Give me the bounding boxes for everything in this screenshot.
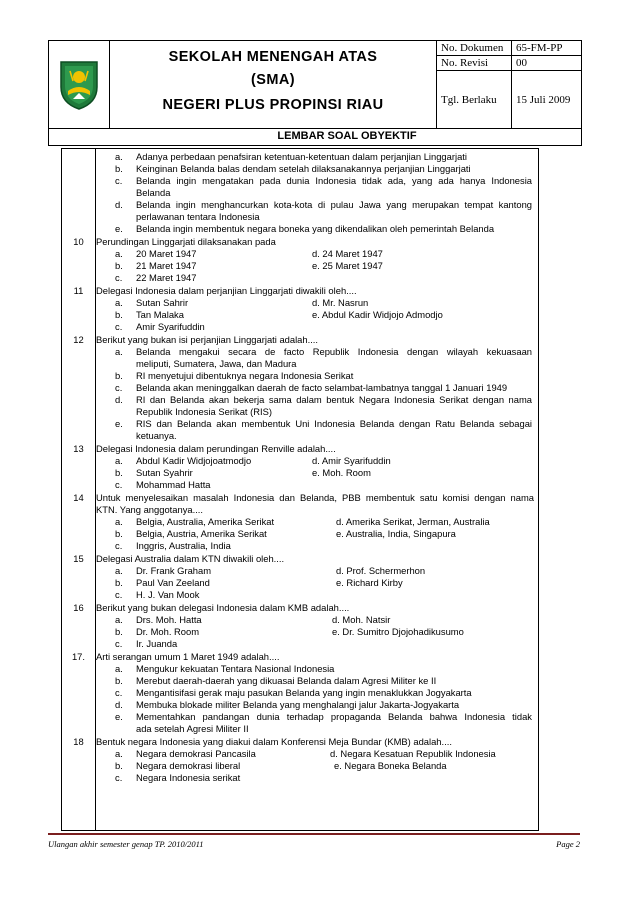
option-letter: c. (115, 687, 123, 698)
option-text: e. Australia, India, Singapura (336, 528, 456, 539)
option-text-cont: perlawanan tentara Indonesia (136, 211, 260, 222)
option-letter: e. (115, 223, 123, 234)
question-number: 11 (73, 285, 84, 296)
list-item (62, 248, 538, 260)
logo-cell (49, 41, 110, 128)
question-text: Delegasi Indonesia dalam perjanjian Linggarjati diwakili oleh.... (96, 285, 357, 296)
document-meta-table (437, 41, 581, 128)
question-row-cont (62, 504, 538, 516)
question-row (62, 602, 538, 614)
revision-label: No. Revisi (437, 56, 512, 71)
option-text: 22 Maret 1947 (136, 272, 197, 283)
list-item (62, 540, 538, 552)
option-text: Keinginan Belanda balas dendam setelah dilaksanakannya perjanjian Linggarjati (136, 163, 471, 174)
option-text: Ir. Juanda (136, 638, 178, 649)
question-row (62, 492, 538, 504)
question-text: Arti serangan umum 1 Maret 1949 adalah.... (96, 651, 280, 662)
question-text-cont: KTN. Yang anggotanya.... (96, 504, 204, 515)
option-letter: d. (115, 199, 123, 210)
question-text: Delegasi Australia dalam KTN diwakili oleh.... (96, 553, 285, 564)
list-item (62, 175, 538, 187)
list-item (62, 370, 538, 382)
option-letter: d. (115, 394, 123, 405)
option-letter: d. (115, 699, 123, 710)
question-row (62, 285, 538, 297)
question-number: 16 (73, 602, 84, 613)
option-letter: a. (115, 297, 123, 308)
option-text-cont: ketuanya. (136, 430, 177, 441)
option-letter: b. (115, 577, 123, 588)
question-sheet (61, 148, 539, 831)
option-text: RI dan Belanda akan bekerja sama dalam bentuk Negara Indonesia Serikat dengan nama (136, 394, 532, 405)
option-letter: a. (115, 455, 123, 466)
list-item (62, 418, 538, 430)
option-text: d. Moh. Natsir (332, 614, 391, 625)
question-number: 12 (73, 334, 84, 345)
question-row (62, 236, 538, 248)
option-letter: b. (115, 626, 123, 637)
footer-page-number: Page 2 (556, 839, 580, 849)
question-text: Bentuk negara Indonesia yang diakui dalam Konferensi Meja Bundar (KMB) adalah.... (96, 736, 452, 747)
option-text: e. Negara Boneka Belanda (334, 760, 447, 771)
option-text: d. Mr. Nasrun (312, 297, 369, 308)
riau-crest-icon (58, 59, 100, 111)
question-text: Perundingan Linggarjati dilaksanakan pada (96, 236, 276, 247)
list-item (62, 760, 538, 772)
list-item (62, 430, 538, 442)
option-text-cont: ada setelah Agresi Militer II (136, 723, 249, 734)
date-label: Tgl. Berlaku (437, 71, 512, 128)
list-item (62, 699, 538, 711)
option-text-cont: Republik Indonesia Serikat (RIS) (136, 406, 273, 417)
option-letter: a. (115, 346, 123, 357)
list-item (62, 358, 538, 370)
list-item (62, 309, 538, 321)
question-number: 14 (73, 492, 84, 503)
option-letter: c. (115, 589, 123, 600)
option-text: d. Negara Kesatuan Republik Indonesia (330, 748, 496, 759)
list-item (62, 638, 538, 650)
school-title-line-2: (SMA) (251, 72, 295, 88)
doc-no-value: 65-FM-PP (512, 41, 582, 56)
option-text: Negara demokrasi liberal (136, 760, 241, 771)
date-value: 15 Juli 2009 (516, 93, 571, 106)
list-item (62, 223, 538, 235)
list-item (62, 297, 538, 309)
option-letter: c. (115, 772, 123, 783)
list-item (62, 577, 538, 589)
option-text: Abdul Kadir Widjojoatmodjo (136, 455, 252, 466)
list-item (62, 260, 538, 272)
list-item (62, 663, 538, 675)
page-footer (48, 833, 580, 849)
option-text-cont: meliputi, Sumatera, Jawa, dan Madura (136, 358, 297, 369)
option-letter: b. (115, 260, 123, 271)
option-letter: c. (115, 479, 123, 490)
option-text: Membuka blokade militer Belanda yang menghalangi jalur Jakarta-Jogyakarta (136, 699, 460, 710)
list-item (62, 528, 538, 540)
option-text: Mementahkan pandangan dunia terhadap propaganda Belanda bahwa Indonesia tidak (136, 711, 532, 722)
list-item (62, 211, 538, 223)
option-text: Tan Malaka (136, 309, 184, 320)
list-item (62, 614, 538, 626)
option-text: 20 Maret 1947 (136, 248, 197, 259)
list-item (62, 565, 538, 577)
list-item (62, 711, 538, 723)
option-text: e. Abdul Kadir Widjojo Admodjo (312, 309, 443, 320)
list-item (62, 187, 538, 199)
option-text: d. Amerika Serikat, Jerman, Australia (336, 516, 490, 527)
list-item (62, 199, 538, 211)
option-letter: c. (115, 638, 123, 649)
doc-no-label: No. Dokumen (437, 41, 512, 56)
option-letter: b. (115, 760, 123, 771)
option-letter: a. (115, 151, 123, 162)
option-letter: b. (115, 370, 123, 381)
option-letter: c. (115, 175, 123, 186)
option-text: Belanda ingin menghancurkan kota-kota di pulau Jawa yang merupakan tempat kantong (136, 199, 532, 210)
list-item (62, 382, 538, 394)
option-letter: a. (115, 748, 123, 759)
option-text: Mengantisifasi gerak maju pasukan Belanda yang ingin menaklukkan Jogyakarta (136, 687, 472, 698)
list-item (62, 467, 538, 479)
list-item (62, 675, 538, 687)
revision-value: 00 (512, 56, 582, 71)
list-item (62, 589, 538, 601)
option-letter: a. (115, 248, 123, 259)
option-letter: e. (115, 711, 123, 722)
option-text: Adanya perbedaan penafsiran ketentuan-ketentuan dalam perjanjian Linggarjati (136, 151, 467, 162)
option-text: RIS dan Belanda akan membentuk Uni Indonesia Belanda dengan Ratu Belanda sebagai (136, 418, 532, 429)
school-title-line-3: NEGERI PLUS PROPINSI RIAU (162, 97, 384, 113)
option-letter: a. (115, 565, 123, 576)
option-text: Sutan Sahrir (136, 297, 189, 308)
option-text: e. Moh. Room (312, 467, 371, 478)
option-letter: a. (115, 663, 123, 674)
option-text: e. Richard Kirby (336, 577, 403, 588)
question-text: Untuk menyelesaikan masalah Indonesia dan Belanda, PBB membentuk satu komisi dengan nama (96, 492, 534, 503)
option-text: Sutan Syahrir (136, 467, 193, 478)
list-item (62, 406, 538, 418)
list-item (62, 626, 538, 638)
list-item (62, 346, 538, 358)
question-text: Delegasi Indonesia dalam perundingan Renville adalah.... (96, 443, 336, 454)
list-item (62, 723, 538, 735)
list-item (62, 772, 538, 784)
option-letter: b. (115, 163, 123, 174)
option-text: RI menyetujui dibentuknya negara Indonesia Serikat (136, 370, 354, 381)
option-text: Mengukur kekuatan Tentara Nasional Indonesia (136, 663, 335, 674)
option-text: Belgia, Austria, Amerika Serikat (136, 528, 267, 539)
option-text: Belgia, Australia, Amerika Serikat (136, 516, 275, 527)
question-row (62, 651, 538, 663)
list-item (62, 163, 538, 175)
sheet-subtitle-text: LEMBAR SOAL OBYEKTIF (277, 130, 417, 142)
option-text: Inggris, Australia, India (136, 540, 231, 551)
option-letter: e. (115, 418, 123, 429)
question-row (62, 736, 538, 748)
option-text: e. 25 Maret 1947 (312, 260, 383, 271)
list-item (62, 748, 538, 760)
option-text: Drs. Moh. Hatta (136, 614, 202, 625)
question-text: Berikut yang bukan delegasi Indonesia dalam KMB adalah.... (96, 602, 350, 613)
option-text: d. Amir Syarifuddin (312, 455, 391, 466)
option-letter: b. (115, 467, 123, 478)
option-text: H. J. Van Mook (136, 589, 200, 600)
question-number: 17. (71, 651, 86, 662)
school-title-line-1: SEKOLAH MENENGAH ATAS (168, 49, 378, 65)
option-text: Negara Indonesia serikat (136, 772, 241, 783)
option-text: Dr. Moh. Room (136, 626, 200, 637)
list-item (62, 455, 538, 467)
question-number: 10 (73, 236, 84, 247)
option-text: Negara demokrasi Pancasila (136, 748, 256, 759)
option-text: Belanda ingin mengatakan pada dunia Indonesia tidak ada, yang ada hanya Indonesia (136, 175, 532, 186)
option-text: 21 Maret 1947 (136, 260, 197, 271)
option-text: Merebut daerah-daerah yang dikuasai Belanda dalam Agresi Militer ke II (136, 675, 437, 686)
question-number: 18 (73, 736, 84, 747)
question-number: 13 (73, 443, 84, 454)
list-item (62, 321, 538, 333)
document-header (48, 40, 582, 129)
option-letter: a. (115, 516, 123, 527)
question-row (62, 334, 538, 346)
option-text: Belanda mengakui secara de facto Republik Indonesia dengan wilayah kekuasaan (136, 346, 532, 357)
option-text: Belanda ingin membentuk negara boneka yang dikendalikan oleh pemerintah Belanda (136, 223, 495, 234)
option-text: d. 24 Maret 1947 (312, 248, 383, 259)
option-letter: c. (115, 540, 123, 551)
option-text: Dr. Frank Graham (136, 565, 212, 576)
list-item (62, 394, 538, 406)
option-letter: a. (115, 614, 123, 625)
option-text: Paul Van Zeeland (136, 577, 210, 588)
list-item (62, 151, 538, 163)
option-text: d. Prof. Schermerhon (336, 565, 426, 576)
option-letter: b. (115, 309, 123, 320)
list-item (62, 516, 538, 528)
option-text-cont: Belanda (136, 187, 171, 198)
footer-exam-label: Ulangan akhir semester genap TP. 2010/2011 (48, 839, 204, 849)
list-item (62, 272, 538, 284)
option-text: e. Dr. Sumitro Djojohadikusumo (332, 626, 464, 637)
list-item (62, 687, 538, 699)
option-text: Belanda akan meninggalkan daerah de facto selambat-lambatnya tanggal 1 Januari 1949 (136, 382, 508, 393)
sheet-subtitle (48, 128, 582, 146)
option-text: Amir Syarifuddin (136, 321, 205, 332)
option-text: Mohammad Hatta (136, 479, 211, 490)
school-title-cell (110, 41, 437, 128)
option-letter: c. (115, 321, 123, 332)
list-item (62, 479, 538, 491)
question-row (62, 443, 538, 455)
option-letter: b. (115, 528, 123, 539)
question-number: 15 (73, 553, 84, 564)
question-text: Berikut yang bukan isi perjanjian Linggarjati adalah.... (96, 334, 319, 345)
option-letter: c. (115, 382, 123, 393)
option-letter: b. (115, 675, 123, 686)
option-letter: c. (115, 272, 123, 283)
question-row (62, 553, 538, 565)
